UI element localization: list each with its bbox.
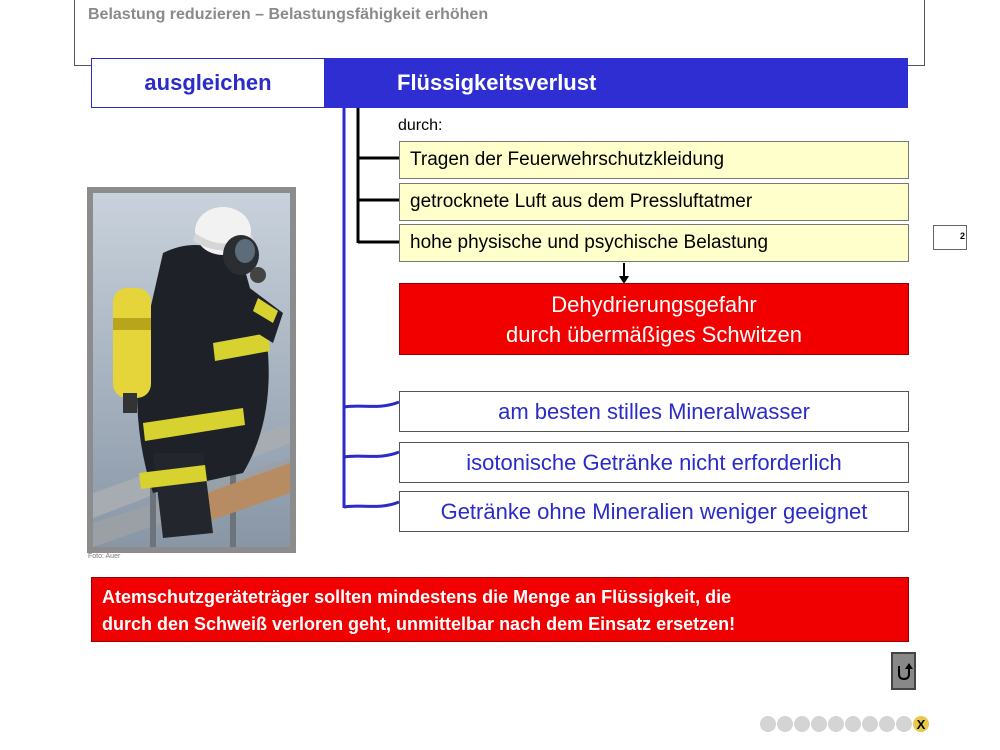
tab-ausgleichen[interactable]: ausgleichen [91,58,325,108]
return-arrow-icon [894,660,914,682]
nav-dot[interactable] [777,716,793,732]
conclusion-line-1: Atemschutzgeräteträger sollten mindestens die Menge an Flüssigkeit, die [102,587,732,607]
nav-dot[interactable] [879,716,895,732]
conclusion-box [91,577,909,642]
close-button[interactable]: X [913,716,929,732]
photo-credit: Foto: Auer [88,553,121,560]
causes-intro: durch: [398,117,443,134]
danger-box [399,283,909,355]
nav-dot[interactable] [845,716,861,732]
nav-dot[interactable] [828,716,844,732]
remedy-item: Getränke ohne Mineralien weniger geeignet [399,491,909,532]
nav-dot[interactable] [862,716,878,732]
cause-item: Tragen der Feuerwehrschutzkleidung [399,141,909,179]
nav-dot[interactable] [760,716,776,732]
firefighter-photo [87,187,296,553]
page-number: 2 [959,231,965,241]
back-button[interactable] [891,652,916,690]
cause-item: hohe physische und psychische Belastung [399,224,909,262]
remedy-branch-1 [344,402,399,407]
remedy-branch-2 [344,452,399,457]
section-headline: Flüssigkeitsverlust [325,58,908,108]
navigation-dots [760,716,929,732]
danger-line-2: durch übermäßiges Schwitzen [506,322,802,347]
firefighter-illustration [93,193,290,547]
remedy-item: am besten stilles Mineralwasser [399,391,909,432]
cause-item: getrocknete Luft aus dem Pressluftatmer [399,183,909,221]
danger-line-1: Dehydrierungsgefahr [551,292,757,317]
remedy-branch-3 [344,502,399,507]
page-indicator [933,225,967,250]
page-title: Belastung reduzieren – Belastungsfähigkeit erhöhen [88,6,489,23]
conclusion-line-2: durch den Schweiß verloren geht, unmittelbar nach dem Einsatz ersetzen! [102,614,736,634]
nav-dot[interactable] [794,716,810,732]
nav-dot[interactable] [811,716,827,732]
nav-dot[interactable] [896,716,912,732]
remedy-item: isotonische Getränke nicht erforderlich [399,442,909,483]
